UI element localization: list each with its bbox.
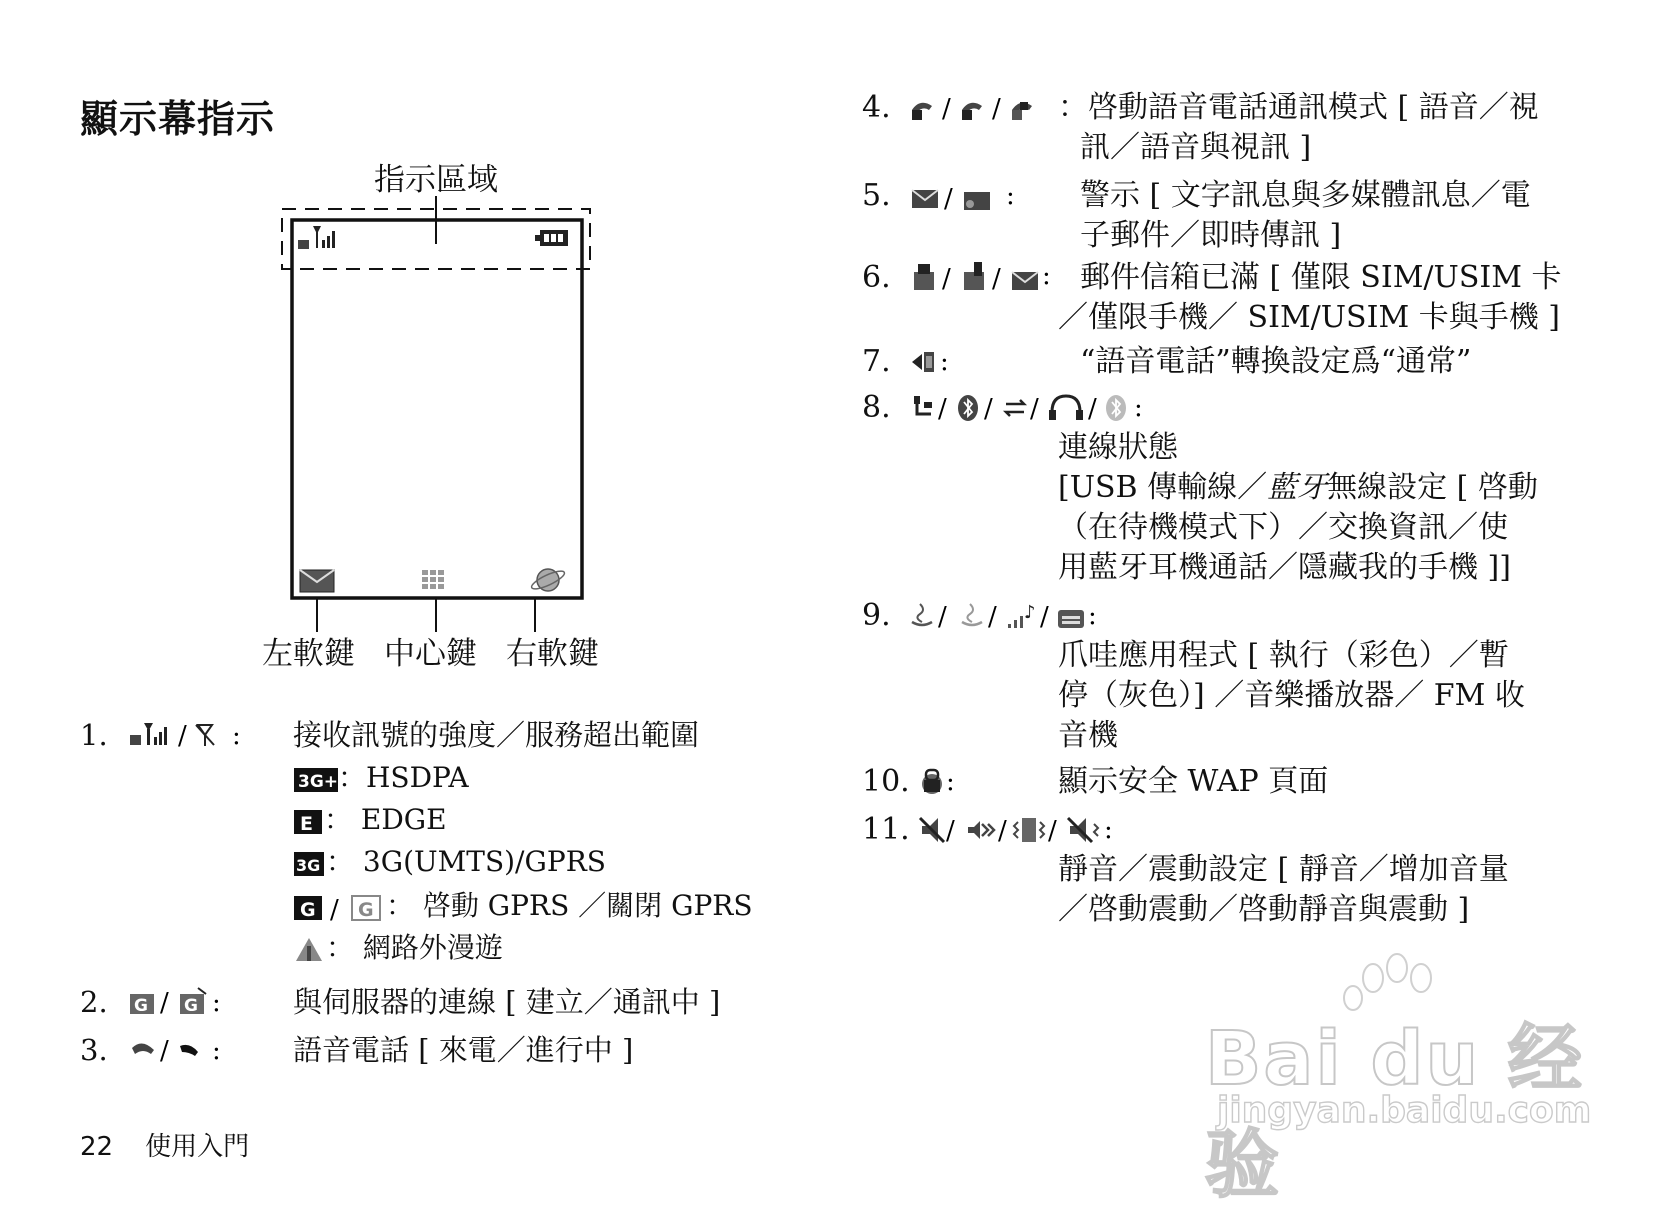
item-description-line: 訊／語音與視訊 ] [1080, 130, 1312, 165]
signal-strength-icon [128, 719, 268, 751]
list-item-2 [80, 982, 780, 1022]
svg-text::: : [232, 721, 241, 751]
phone-display-diagram [0, 0, 820, 680]
java-gray-icon [962, 604, 982, 625]
svg-text:3G+: 3G+ [298, 771, 338, 792]
svg-text:/: / [178, 721, 187, 751]
section-title: 使用入門 [145, 1132, 250, 1162]
battery-icon [535, 230, 568, 246]
item-number: 5. [862, 178, 891, 213]
svg-text::: : [212, 1036, 221, 1066]
voice-call-switch-icon [908, 346, 968, 378]
svg-text::: : [1134, 393, 1143, 423]
list-item-3 [80, 1030, 780, 1070]
svg-text:/: / [938, 394, 947, 424]
svg-text::: : [1042, 262, 1051, 291]
page-title: 顯示幕指示 [80, 97, 276, 141]
item-number: 2. [80, 985, 108, 1019]
item-number: 8. [862, 390, 891, 425]
item-description-line: 顯示安全 WAP 頁面 [1058, 764, 1329, 799]
globe-icon [530, 568, 567, 592]
item-description: 接收訊號的強度／服務超出範圍 [293, 718, 700, 752]
item-description-line: 用藍牙耳機通話／隱藏我的手機 ]] [1058, 550, 1511, 585]
item-description-line: ／僅限手機／ SIM/USIM 卡與手機 ] [1058, 300, 1560, 335]
vibrate-icon [1014, 818, 1044, 842]
watermark-logo-text: Bai du 经验 [1205, 1016, 1584, 1208]
item-number: 3. [80, 1033, 108, 1067]
svg-text:/: / [1030, 394, 1039, 424]
item-description-line: 爪哇應用程式 [ 執行（彩色）／暫 [1058, 638, 1509, 673]
svg-text:/: / [984, 394, 993, 424]
watermark-url: jingyan.baidu.com [1217, 1090, 1592, 1131]
item-description-line: （在待機模式下）／交換資訊／使 [1058, 510, 1508, 545]
svg-text:G: G [300, 898, 316, 921]
out-of-service-icon [196, 725, 214, 746]
svg-text::: : [1104, 815, 1113, 845]
svg-text::: : [212, 988, 221, 1018]
silent-vibrate-icon [1068, 818, 1098, 842]
menu-grid-icon [422, 570, 444, 589]
svg-text:/: / [946, 816, 955, 846]
item-description-line: 連線狀態 [1058, 430, 1178, 465]
phone-screen-outline [0, 0, 820, 680]
left-softkey-label: 左軟鍵 [262, 636, 355, 672]
svg-text:G: G [134, 996, 148, 1016]
server-connection-icon [128, 986, 238, 1018]
item-icons [128, 1034, 238, 1076]
item-description: 與伺服器的連線 [ 建立／通訊中 ] [293, 985, 721, 1019]
bluetooth-term: 藍牙 [1267, 470, 1328, 505]
music-player-icon [1008, 602, 1036, 628]
item-description-line: ：啓動語音電話通訊模式 [ 語音／視 [1058, 90, 1539, 125]
svg-text:/: / [988, 602, 997, 632]
connection-status-icons [908, 392, 1168, 424]
svg-text:/: / [938, 602, 947, 632]
sub-item-3g: 3G ： 3G(UMTS)/GPRS [296, 845, 606, 878]
call-mode-icons [908, 92, 1058, 124]
sub-item-hsdpa: 3G+ ：HSDPA [294, 758, 469, 798]
item-description-line: 警示 [ 文字訊息與多媒體訊息／電 [1080, 178, 1531, 213]
svg-text:/: / [992, 94, 1001, 124]
item-description-line: 音機 [1058, 718, 1118, 753]
svg-text::: : [1006, 182, 1015, 211]
svg-text::: : [1088, 601, 1097, 631]
item-number: 10. [862, 764, 910, 799]
svg-text:/: / [160, 988, 169, 1018]
svg-text:/: / [944, 184, 953, 214]
3g-plus-icon [294, 767, 338, 793]
svg-text:G: G [184, 996, 198, 1016]
item-number: 9. [862, 598, 891, 633]
fm-radio-icon [1058, 610, 1084, 628]
svg-text:/: / [992, 264, 1001, 294]
page-footer [80, 1126, 249, 1163]
svg-text:/: / [942, 264, 951, 294]
svg-text:/: / [998, 816, 1007, 846]
svg-text:/: / [160, 1036, 169, 1066]
svg-text:/: / [1048, 816, 1057, 846]
item-description-line: 靜音／震動設定 [ 靜音／增加音量 [1058, 852, 1509, 887]
edge-icon [294, 809, 324, 835]
application-icons [908, 600, 1118, 632]
secure-wap-icon [918, 766, 978, 798]
item-description: 語音電話 [ 來電／進行中 ] [293, 1033, 634, 1067]
item-number: 11. [862, 812, 910, 847]
mailbox-full-icons [908, 262, 1068, 294]
svg-text:/: / [1040, 602, 1049, 632]
svg-text:E: E [300, 812, 313, 835]
sub-item-gprs: G / G ： 啓動 GPRS ／關閉 GPRS [294, 886, 753, 926]
svg-text:/: / [1088, 394, 1097, 424]
list-item-1 [80, 715, 780, 755]
bluetooth-icon [958, 395, 978, 421]
usb-cable-icon [914, 396, 932, 414]
volume-up-icon [968, 821, 994, 839]
item-description-line: “語音電話”轉換設定爲“通常” [1080, 344, 1472, 379]
item-number: 1. [80, 718, 108, 752]
page-number: 22 [80, 1132, 114, 1162]
svg-text::: : [946, 767, 955, 797]
signal-strength-icon [298, 226, 335, 249]
svg-text:♪: ♪ [1024, 602, 1036, 623]
roaming-icon [294, 936, 326, 964]
svg-text:3G: 3G [296, 855, 321, 875]
item-description-line: [USB 傳輸線／藍牙無線設定 [ 啓動 [1058, 470, 1538, 505]
silent-vibrate-icons [918, 814, 1138, 846]
right-softkey-label: 右軟鍵 [506, 636, 599, 672]
item-number: 4. [862, 90, 891, 125]
3g-icon [294, 851, 326, 877]
java-color-icon [912, 604, 932, 625]
item-icons [128, 719, 268, 761]
sub-item-roaming: ： 網路外漫遊 [294, 928, 503, 968]
item-icons [128, 986, 238, 1028]
svg-text:G: G [358, 898, 374, 921]
baidu-watermark [1205, 950, 1605, 1208]
svg-text:/: / [330, 894, 339, 922]
exchange-icon [1006, 400, 1024, 416]
svg-text::: : [940, 347, 949, 377]
item-number: 6. [862, 260, 891, 295]
svg-text:/: / [942, 94, 951, 124]
item-number: 7. [862, 344, 891, 379]
item-description-line: 郵件信箱已滿 [ 僅限 SIM/USIM 卡 [1080, 260, 1562, 295]
voice-call-icon [128, 1034, 238, 1066]
envelope-icon [300, 570, 334, 592]
message-alert-icons [908, 182, 1058, 214]
sub-item-edge: E ： EDGE [294, 800, 447, 840]
headset-icon [1049, 396, 1083, 420]
center-key-label: 中心鍵 [384, 636, 477, 672]
indicator-area-label: 指示區域 [374, 162, 498, 198]
item-description-line: 子郵件／即時傳訊 ] [1080, 218, 1342, 253]
mute-icon [920, 818, 944, 842]
hidden-bluetooth-icon [1106, 395, 1126, 421]
gprs-icon [294, 894, 386, 922]
item-description-line: ／啓動震動／啓動靜音與震動 ] [1058, 892, 1470, 927]
item-description-line: 停（灰色）] ／音樂播放器／ FM 收 [1058, 678, 1525, 713]
